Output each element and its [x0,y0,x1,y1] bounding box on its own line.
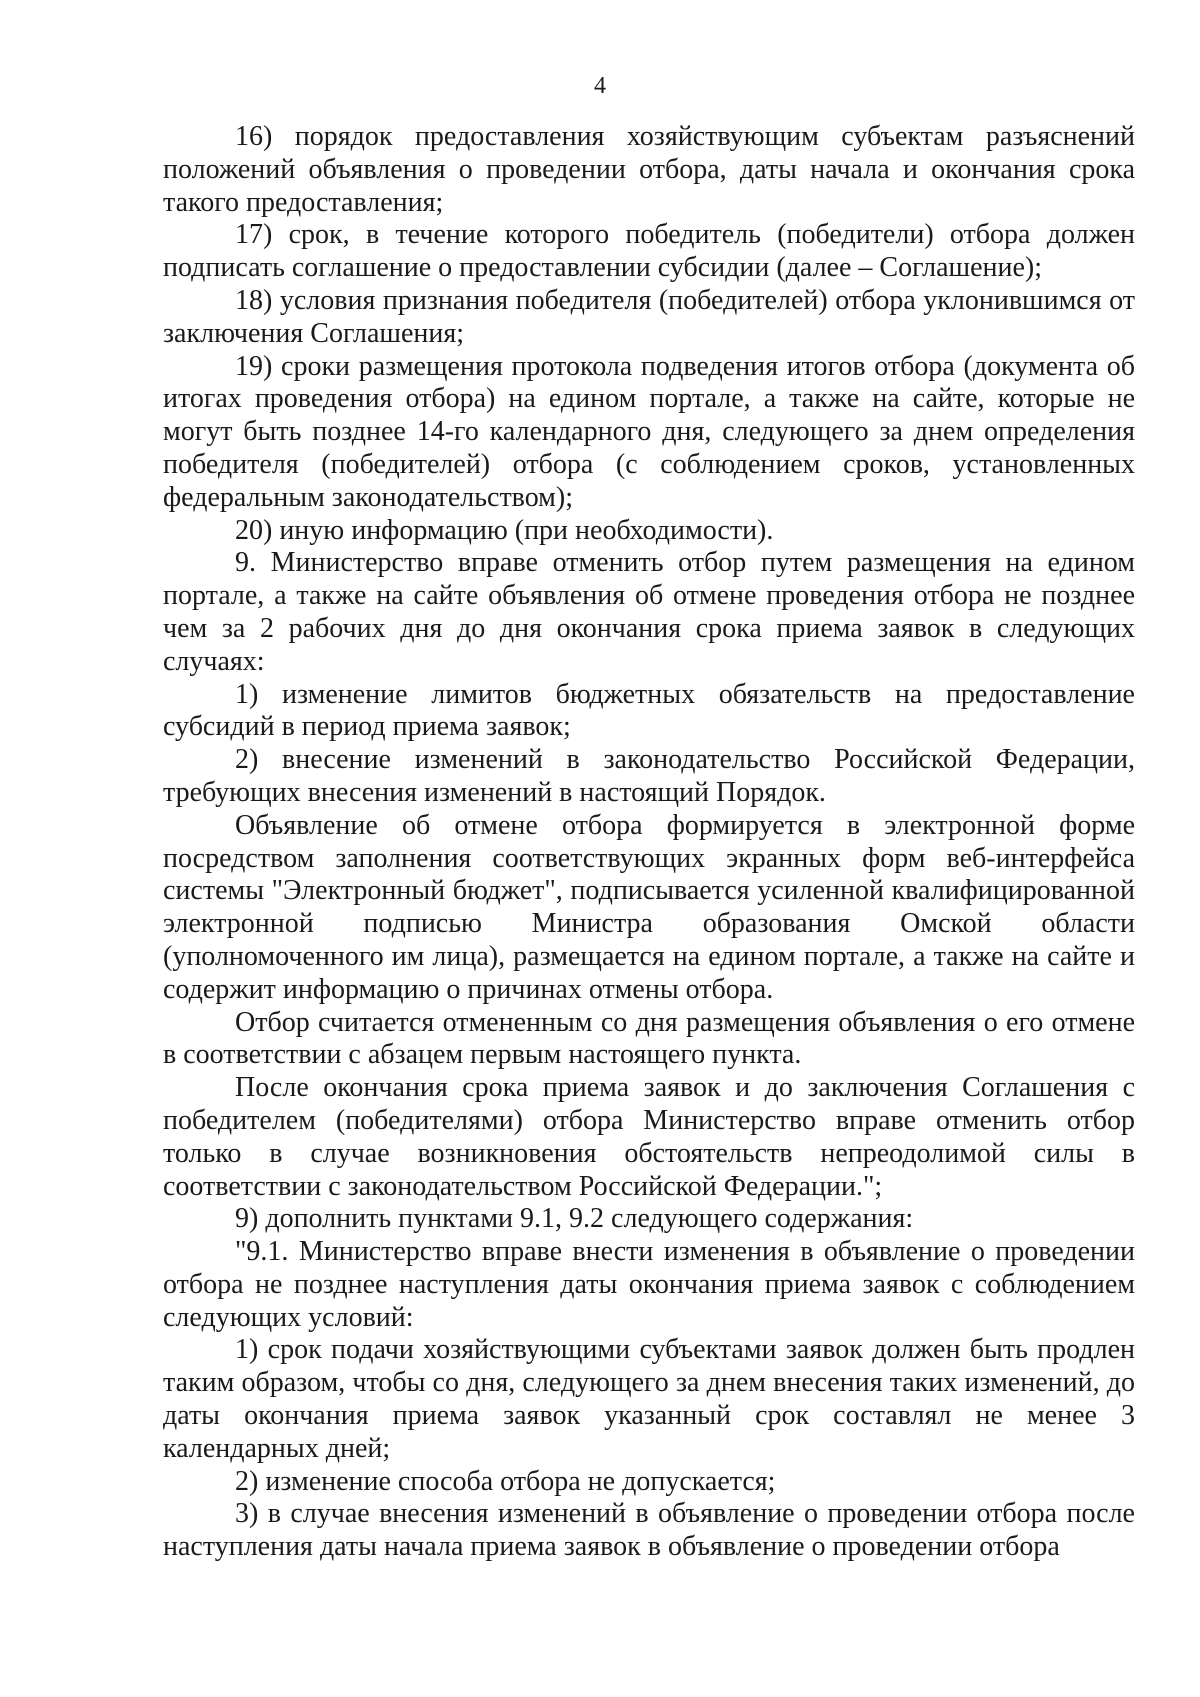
paragraph-item-20: 20) иную информацию (при необходимости). [235,514,774,546]
paragraph-force-majeure: После окончания срока приема заявок и до заключения Соглашения с победителем (победителями) отбора Министерство вправе отменить отбор только в случае возникновения обстоятельств непреодолимой силы в соответствии с законодательством Российской Федерации."; [163,1072,1135,1202]
paragraph-item-18: 18) условия признания победителя (победителей) отбора уклонившимся от заключения Соглашения; [163,284,1135,349]
page-number: 4 [594,73,606,99]
paragraph-clause-9-1: "9.1. Министерство вправе внести изменения в объявление о проведении отбора не позднее наступления даты окончания приема заявок с соблюдением следующих условий: [163,1236,1135,1333]
paragraph-condition-3: 3) в случае внесения изменений в объявление о проведении отбора после наступления даты начала приема заявок в объявление о проведении отбора [163,1498,1135,1563]
paragraph-case-2: 2) внесение изменений в законодательство Российской Федерации, требующих внесения изменений в настоящий Порядок. [163,744,1135,808]
paragraph-case-1: 1) изменение лимитов бюджетных обязательств на предоставление субсидий в период приема заявок; [163,678,1135,743]
paragraph-condition-1: 1) срок подачи хозяйствующими субъектами заявок должен быть продлен таким образом, чтобы со дня, следующего за днем внесения таких изменений, до даты окончания приема заявок указанный срок составлял не менее 3 календарных дней; [163,1334,1135,1464]
document-body [163,121,1135,1564]
paragraph-amendment-9: 9) дополнить пунктами 9.1, 9.2 следующего содержания: [235,1203,914,1235]
paragraph-item-19: 19) сроки размещения протокола подведения итогов отбора (документа об итогах проведения отбора) на едином портале, а также на сайте, которые не могут быть позднее 14-го календарного дня, следующего за днем определения победителя (победителей) отбора (с соблюдением сроков, установленных федеральным законодательством); [163,350,1135,513]
paragraph-item-16: 16) порядок предоставления хозяйствующим субъектам разъяснений положений объявления о проведении отбора, даты начала и окончания срока такого предоставления; [163,121,1135,218]
paragraph-clause-9: 9. Министерство вправе отменить отбор путем размещения на едином портале, а также на сайте объявления об отмене проведения отбора не позднее чем за 2 рабочих дня до дня окончания срока приема заявок в следующих случаях: [163,547,1135,677]
paragraph-cancellation-notice: Объявление об отмене отбора формируется в электронной форме посредством заполнения соответствующих экранных форм веб-интерфейса системы "Электронный бюджет", подписывается усиленной квалифицированной электронной подписью Министра образования Омской области (уполномоченного им лица), размещается на едином портале, а также на сайте и содержит информацию о причинах отмены отбора. [163,809,1135,1005]
paragraph-item-17: 17) срок, в течение которого победитель (победители) отбора должен подписать соглашение о предоставлении субсидии (далее – Соглашение); [163,219,1135,284]
paragraph-cancellation-effective: Отбор считается отмененным со дня размещения объявления о его отмене в соответствии с абзацем первым настоящего пункта. [163,1006,1135,1071]
paragraph-condition-2: 2) изменение способа отбора не допускается; [235,1465,776,1497]
